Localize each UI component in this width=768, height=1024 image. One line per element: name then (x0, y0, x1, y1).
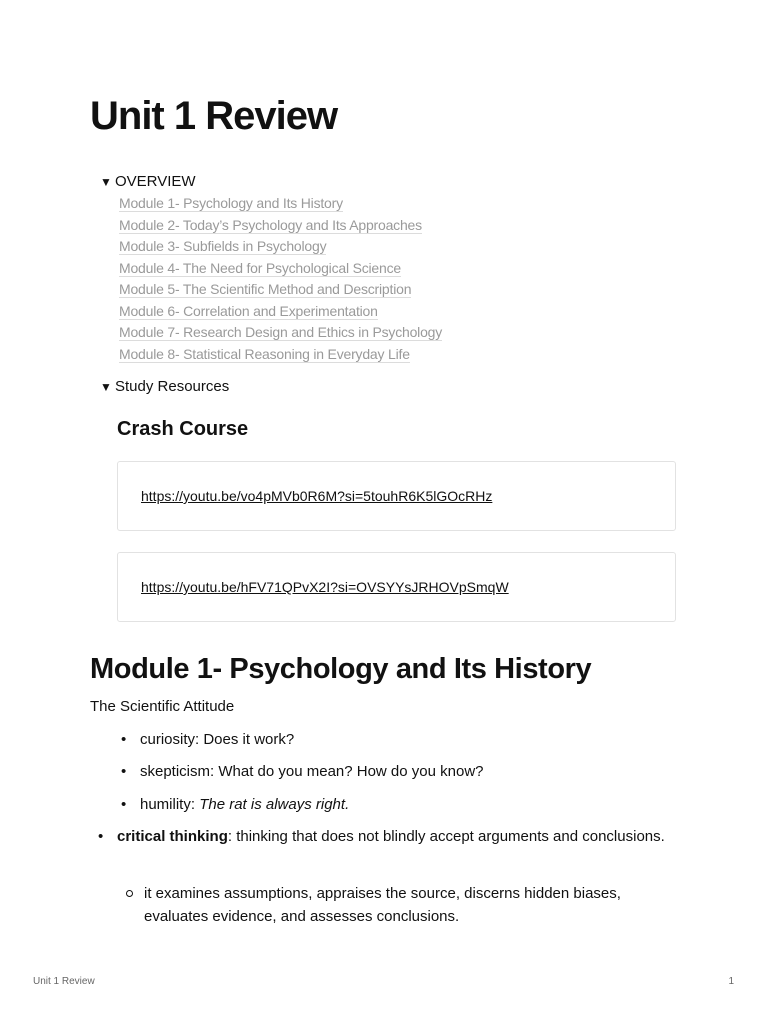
module-4-link[interactable]: Module 4- The Need for Psychological Science (119, 259, 401, 276)
triangle-down-icon: ▼ (100, 380, 112, 394)
list-item (119, 194, 442, 216)
list-item (144, 882, 684, 928)
scientific-attitude-intro: The Scientific Attitude (90, 698, 235, 715)
humility-label: humility: (140, 796, 200, 813)
link-bookmark-1[interactable] (117, 461, 676, 531)
list-item (121, 760, 484, 783)
list-item (119, 323, 442, 345)
list-item (119, 216, 442, 238)
overview-toggle-label: OVERVIEW (115, 173, 196, 190)
hollow-bullet-icon (126, 890, 133, 897)
module-5-link[interactable]: Module 5- The Scientific Method and Description (119, 281, 412, 297)
module-7-link[interactable]: Module 7- Research Design and Ethics in Psychology (119, 324, 443, 340)
crash-course-heading: Crash Course (117, 418, 249, 440)
critical-thinking-term: critical thinking (117, 828, 228, 845)
study-resources-toggle-label: Study Resources (115, 378, 230, 395)
list-item (121, 793, 350, 816)
list-item (119, 237, 442, 259)
module-8-link[interactable]: Module 8- Statistical Reasoning in Everyday Life (119, 345, 410, 362)
module-6-link[interactable]: Module 6- Correlation and Experimentation (119, 302, 378, 319)
page-number: 1 (728, 976, 734, 987)
overview-module-list (119, 194, 442, 366)
curiosity-text: curiosity: Does it work? (140, 731, 295, 748)
youtube-link-2[interactable]: https://youtu.be/hFV71QPvX2I?si=OVSYYsJRHOVpSmqW (141, 579, 509, 595)
critical-thinking-sub-bullet: it examines assumptions, appraises the source, discerns hidden biases, evaluates evidence, and assesses conclusions. (144, 885, 621, 925)
module-1-heading: Module 1- Psychology and Its History (90, 653, 592, 685)
module-2-link[interactable]: Module 2- Today’s Psychology and Its Approaches (119, 216, 422, 233)
list-item (121, 728, 295, 751)
page-title: Unit 1 Review (90, 94, 338, 138)
youtube-link-1[interactable]: https://youtu.be/vo4pMVb0R6M?si=5touhR6K5lGOcRHz (141, 488, 493, 504)
list-item (98, 825, 677, 848)
overview-toggle[interactable] (100, 172, 196, 192)
footer-title: Unit 1 Review (33, 976, 95, 987)
list-item (119, 280, 442, 302)
triangle-down-icon: ▼ (100, 175, 112, 189)
humility-quote: The rat is always right. (199, 796, 350, 813)
bullet-icon: • (121, 796, 127, 813)
skepticism-text: skepticism: What do you mean? How do you know? (140, 763, 484, 780)
bullet-icon: • (121, 731, 127, 748)
critical-thinking-definition: : thinking that does not blindly accept arguments and conclusions. (227, 828, 665, 845)
list-item (119, 302, 442, 324)
module-1-link[interactable]: Module 1- Psychology and Its History (119, 195, 343, 211)
list-item (119, 345, 442, 367)
list-item (119, 259, 442, 281)
bullet-icon: • (98, 828, 104, 845)
module-3-link[interactable]: Module 3- Subfields in Psychology (119, 238, 327, 254)
study-resources-toggle[interactable] (100, 377, 229, 397)
bullet-icon: • (121, 763, 127, 780)
link-bookmark-2[interactable] (117, 552, 676, 622)
